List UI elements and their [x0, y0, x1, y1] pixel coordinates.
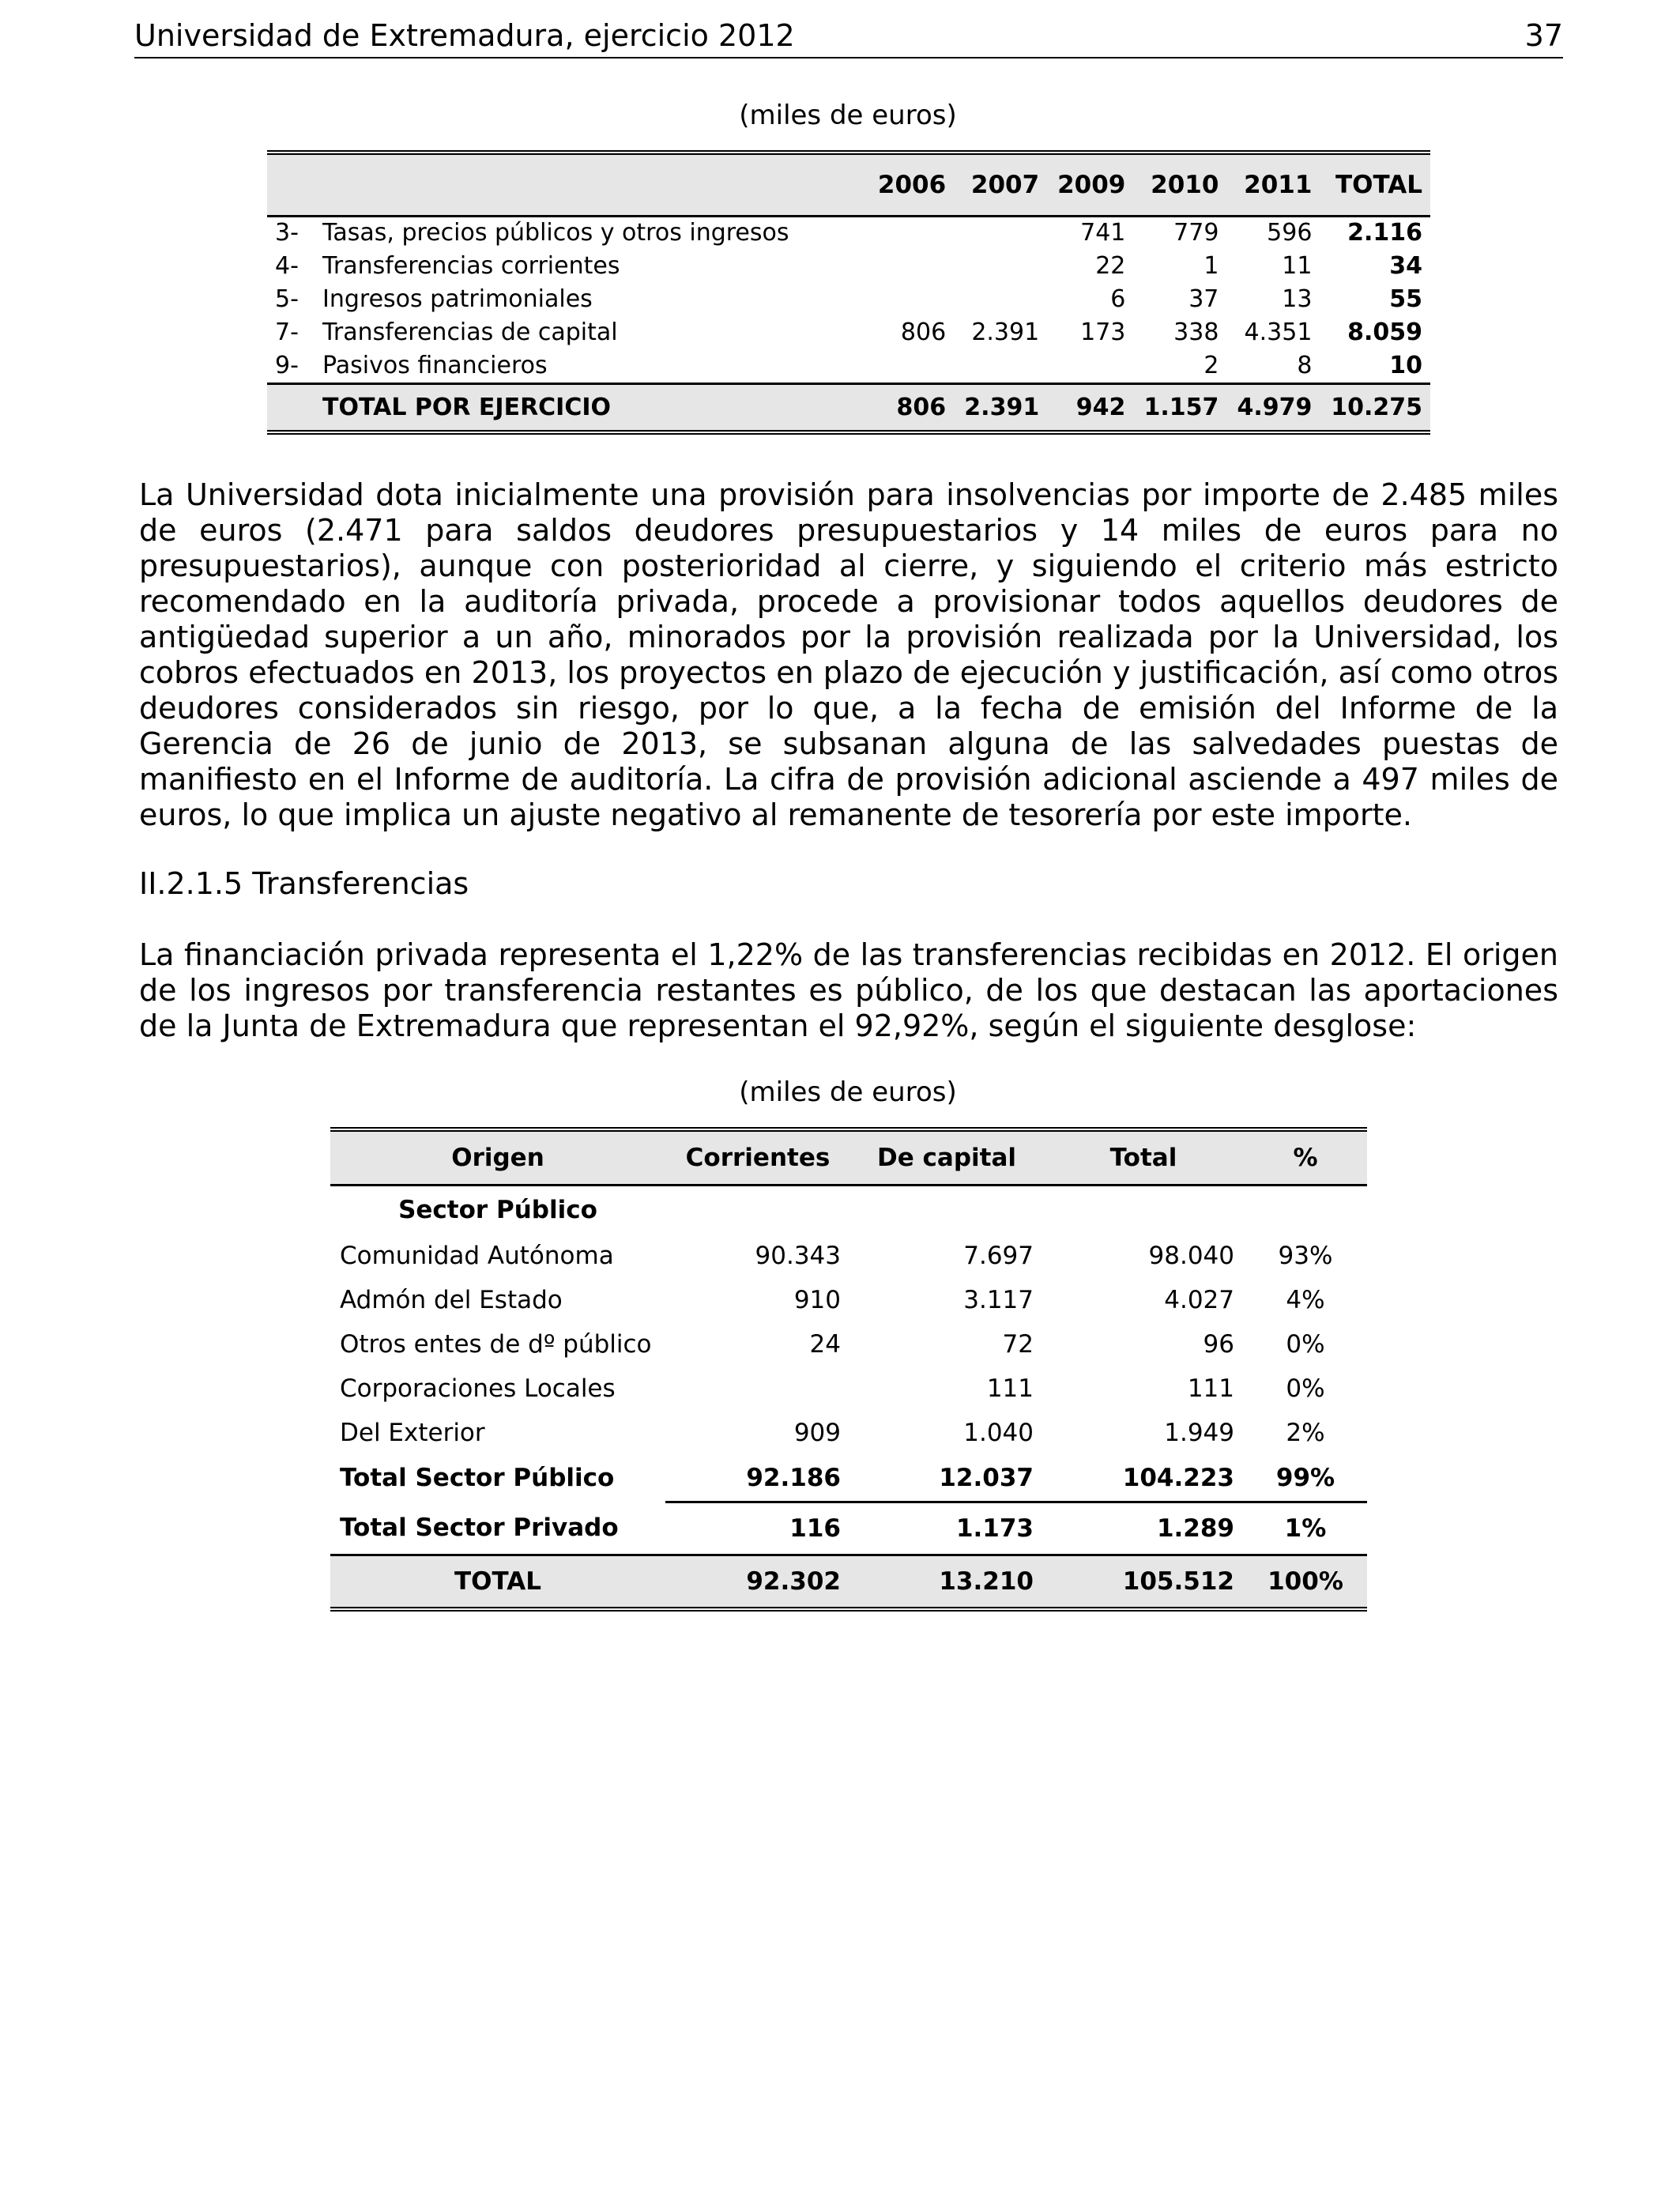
page-number: 37	[1524, 18, 1563, 53]
sector-label: Sector Público	[398, 1195, 597, 1224]
row-label: TOTAL	[330, 1555, 665, 1609]
table2-caption: (miles de euros)	[739, 1076, 957, 1108]
header-title: Universidad de Extremadura, ejercicio 2012	[134, 18, 795, 53]
sector-row	[330, 1185, 1367, 1234]
col-header: Corrientes	[685, 1143, 831, 1172]
cell: 93%	[1278, 1241, 1333, 1270]
col-header: De capital	[876, 1143, 1017, 1172]
cell: 72	[1002, 1329, 1034, 1359]
table-header-row	[330, 1129, 1367, 1185]
row-label: Del Exterior	[340, 1418, 485, 1447]
total-public-row	[330, 1455, 1367, 1502]
cell: 99%	[1244, 1455, 1367, 1502]
cell-total: 8.059	[1347, 318, 1422, 346]
row-code: 4-	[275, 251, 299, 280]
row-code: 5-	[275, 285, 299, 313]
col-header: Total	[1109, 1143, 1177, 1172]
total-row	[267, 383, 1430, 432]
cell: 11	[1282, 251, 1313, 280]
cell: 92.302	[665, 1555, 850, 1609]
cell: 105.512	[1043, 1555, 1244, 1609]
cell: 1.949	[1164, 1418, 1234, 1447]
cell: 909	[793, 1418, 841, 1447]
cell: 12.037	[850, 1455, 1043, 1502]
row-code: 7-	[275, 318, 299, 346]
col-header: 2007	[970, 170, 1040, 199]
cell: 13	[1282, 285, 1313, 313]
cell: 1.040	[963, 1418, 1034, 1447]
cell-total: 2.116	[1347, 219, 1422, 247]
cell: 13.210	[850, 1555, 1043, 1609]
cell	[954, 282, 1047, 315]
table-row	[267, 216, 1430, 249]
cell: 4%	[1286, 1285, 1325, 1314]
row-label: Comunidad Autónoma	[340, 1241, 614, 1270]
table-row	[267, 249, 1430, 282]
table-row	[330, 1322, 1367, 1367]
col-header: Origen	[451, 1143, 544, 1172]
grand-total-row	[330, 1555, 1367, 1609]
cell: 96	[1203, 1329, 1234, 1359]
page-header	[134, 14, 1563, 58]
cell: 1.173	[955, 1514, 1034, 1543]
cell: 98.040	[1148, 1241, 1234, 1270]
cell: 4.979	[1237, 393, 1313, 421]
col-header: TOTAL	[1335, 170, 1422, 199]
cell	[868, 349, 954, 383]
table-row	[267, 315, 1430, 349]
cell: 806	[896, 393, 947, 421]
cell: 173	[1080, 318, 1126, 346]
cell: 10.275	[1331, 393, 1422, 421]
cell: 1.289	[1156, 1514, 1234, 1543]
table1-caption: (miles de euros)	[739, 100, 957, 131]
cell	[868, 282, 954, 315]
cell: 111	[986, 1374, 1034, 1403]
col-header: 2010	[1151, 170, 1219, 199]
row-label: Pasivos financieros	[322, 351, 548, 379]
cell: 3.117	[963, 1285, 1034, 1314]
row-label: Total Sector Privado	[340, 1513, 619, 1542]
cell: 104.223	[1043, 1455, 1244, 1502]
total-private-row	[330, 1502, 1367, 1555]
table-row	[330, 1411, 1367, 1455]
row-label: Transferencias corrientes	[322, 251, 620, 280]
cell: 22	[1095, 251, 1126, 280]
col-header: 2011	[1244, 170, 1313, 199]
cell: 0%	[1286, 1329, 1325, 1359]
cell: 8	[1297, 351, 1313, 379]
row-code: 9-	[275, 351, 299, 379]
cell	[868, 249, 954, 282]
table-row	[267, 282, 1430, 315]
cell: 1%	[1284, 1514, 1327, 1543]
col-header: 2009	[1057, 170, 1126, 199]
cell: 92.186	[665, 1455, 850, 1502]
cell	[954, 249, 1047, 282]
paragraph-provision: La Universidad dota inicialmente una provisión para insolvencias por importe de 2.485 miles de euros (2.471 para saldos deudores presupuestarios y 14 miles de euros para no presupuestarios), aunque con posterioridad al cierre, y siguiendo el criterio más estricto recomendado en la auditoría privada, procede a provisionar todos aquellos deudores de antigüedad superior a un año, minorados por la provisión realizada por la Universidad, los cobros efectuados en 2013, los proyectos en plazo de ejecución y justificación, así como otros deudores considerados sin riesgo, por lo que, a la fecha de emisión del Informe de la Gerencia de 26 de junio de 2013, se subsanan alguna de las salvedades puestas de manifiesto en el Informe de auditoría. La cifra de provisión adicional asciende a 497 miles de euros, lo que implica un ajuste negativo al remanente de tesorería por este importe.	[139, 477, 1558, 832]
cell-total: 34	[1389, 251, 1422, 280]
cell: 37	[1188, 285, 1219, 313]
cell: 90.343	[755, 1241, 841, 1270]
paragraph-transferencias: La financiación privada representa el 1,22% de las transferencias recibidas en 2012. El origen de los ingresos por transferencia restantes es público, de los que destacan las aportaciones de la Junta de Extremadura que representan el 92,92%, según el siguiente desglose:	[139, 937, 1558, 1043]
cell: 942	[1075, 393, 1126, 421]
cell	[868, 216, 954, 249]
cell: 910	[793, 1285, 841, 1314]
row-label: Total Sector Público	[340, 1464, 615, 1493]
cell: 6	[1110, 285, 1126, 313]
table-row	[330, 1278, 1367, 1322]
row-label: Admón del Estado	[340, 1285, 563, 1314]
cell: 338	[1173, 318, 1219, 346]
row-label: Transferencias de capital	[322, 318, 618, 346]
cell	[665, 1367, 850, 1411]
transfers-origin-table	[330, 1127, 1367, 1612]
cell: 111	[1187, 1374, 1234, 1403]
table-row	[330, 1234, 1367, 1278]
cell: 0%	[1286, 1374, 1325, 1403]
cell: 1	[1203, 251, 1219, 280]
row-label: Ingresos patrimoniales	[322, 285, 593, 313]
row-label: Otros entes de dº público	[340, 1329, 652, 1359]
row-label: Tasas, precios públicos y otros ingresos	[322, 219, 789, 247]
row-code: 3-	[275, 219, 299, 247]
table-row	[267, 349, 1430, 383]
cell: 24	[809, 1329, 841, 1359]
total-label: TOTAL POR EJERCICIO	[322, 393, 612, 421]
cell: 2%	[1286, 1418, 1325, 1447]
cell: 741	[1080, 219, 1126, 247]
section-heading: II.2.1.5 Transferencias	[139, 866, 469, 901]
cell: 100%	[1244, 1555, 1367, 1609]
cell: 2	[1203, 351, 1219, 379]
cell: 2.391	[971, 318, 1040, 346]
cell	[954, 216, 1047, 249]
cell	[1047, 349, 1133, 383]
cell-total: 55	[1389, 285, 1422, 313]
cell: 4.027	[1164, 1285, 1234, 1314]
cell: 596	[1267, 219, 1313, 247]
cell: 806	[900, 318, 947, 346]
cell: 4.351	[1244, 318, 1313, 346]
income-by-year-table	[267, 150, 1430, 435]
row-label: Corporaciones Locales	[340, 1374, 616, 1403]
cell	[954, 349, 1047, 383]
cell: 116	[789, 1514, 841, 1543]
table-row	[330, 1367, 1367, 1411]
col-header: 2006	[877, 170, 947, 199]
cell: 2.391	[964, 393, 1040, 421]
table-header-row	[267, 153, 1430, 216]
cell: 779	[1173, 219, 1219, 247]
col-header: %	[1293, 1143, 1318, 1172]
cell: 1.157	[1143, 393, 1219, 421]
cell-total: 10	[1389, 351, 1422, 379]
cell: 7.697	[963, 1241, 1034, 1270]
